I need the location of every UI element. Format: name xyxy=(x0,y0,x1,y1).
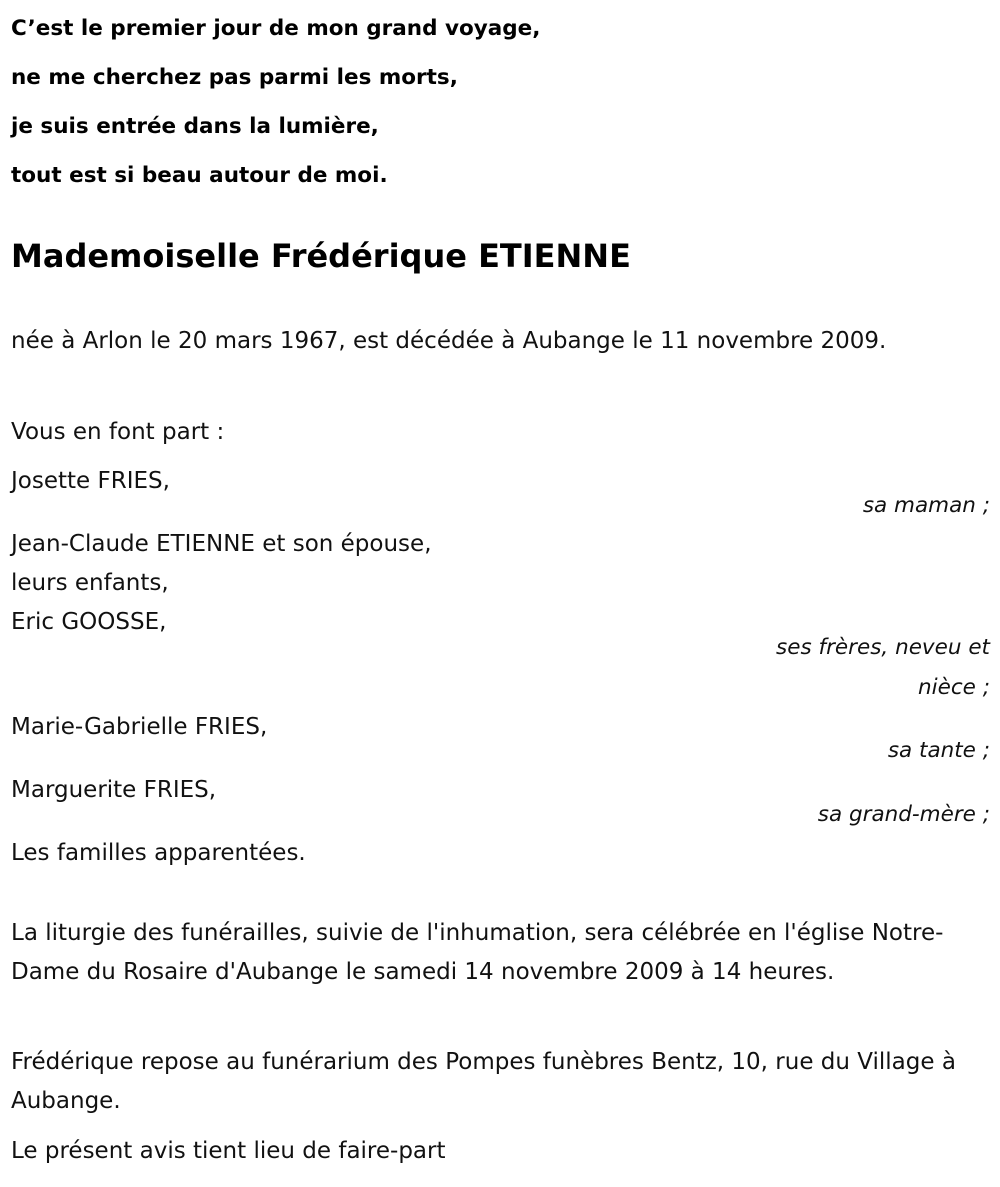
families-text: Les familles apparentées. xyxy=(11,840,306,866)
family-name: Josette FRIES, xyxy=(11,468,170,494)
family-relation: sa grand-mère ; xyxy=(817,802,990,827)
family-relation: sa maman ; xyxy=(862,493,990,518)
deceased-name: Mademoiselle Frédérique ETIENNE xyxy=(11,237,631,275)
liturgy-text: La liturgie des funérailles, suivie de l'inhumation, sera célébrée en l'église Notre-Dame du Rosaire d'Aubange le samedi 14 novembre 2009 à 14 heures. xyxy=(11,920,944,985)
family-relation: sa tante ; xyxy=(887,738,990,763)
poem xyxy=(11,4,991,200)
poem-line: C’est le premier jour de mon grand voyage, xyxy=(11,16,541,41)
poem-line: tout est si beau autour de moi. xyxy=(11,163,388,188)
family-name: Marie-Gabrielle FRIES, xyxy=(11,714,268,740)
family-name: Marguerite FRIES, xyxy=(11,777,217,803)
family-relation: ses frères, neveu et nièce ; xyxy=(776,635,990,700)
birth-death-text: née à Arlon le 20 mars 1967, est décédée à Aubange le 11 novembre 2009. xyxy=(11,328,887,354)
family-name: leurs enfants, xyxy=(11,570,169,596)
poem-line: je suis entrée dans la lumière, xyxy=(11,114,379,139)
notice-text: Le présent avis tient lieu de faire-part xyxy=(11,1138,446,1164)
family-name: Jean-Claude ETIENNE et son épouse, xyxy=(11,531,432,557)
family-name: Eric GOOSSE, xyxy=(11,609,167,635)
announce-text: Vous en font part : xyxy=(11,419,225,445)
rest-text: Frédérique repose au funérarium des Pompes funèbres Bentz, 10, rue du Village à Aubange. xyxy=(11,1049,956,1114)
poem-line: ne me cherchez pas parmi les morts, xyxy=(11,65,458,90)
